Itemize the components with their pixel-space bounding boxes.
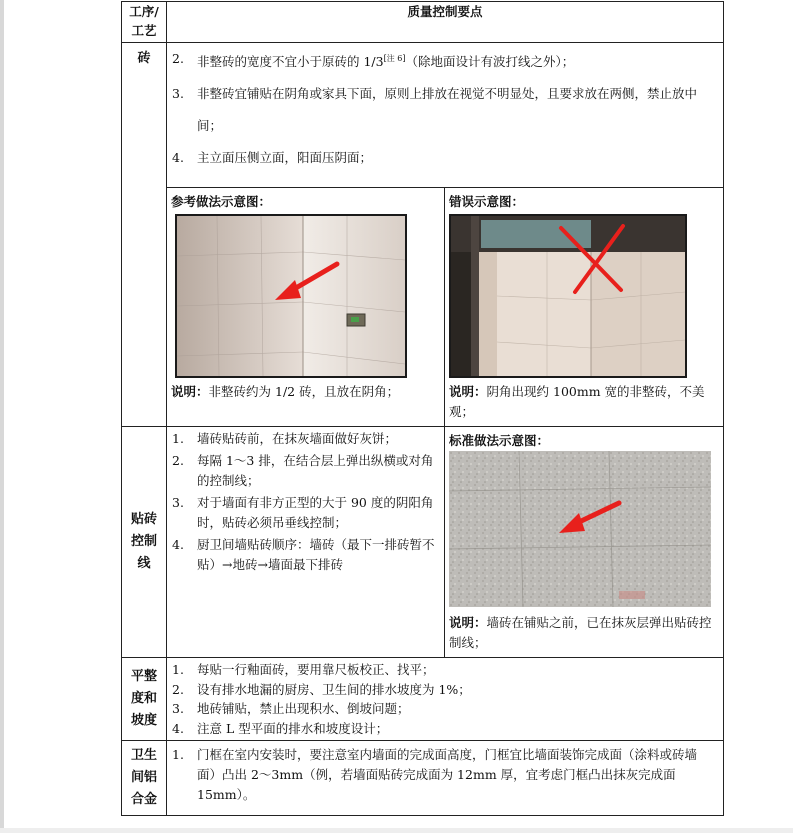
label-line: 平整: [130, 669, 157, 684]
tile-points-cell: [167, 43, 724, 188]
table-row-flatness: [122, 658, 724, 741]
tile-points-list: [167, 43, 723, 174]
wrong-title: 错误示意图：: [449, 194, 525, 209]
process-label-tile-text: 砖: [137, 51, 151, 66]
process-label-flatness: [122, 658, 167, 741]
item-number: 1.: [172, 431, 184, 446]
table-row-control-line: [122, 427, 724, 658]
item-text: 每隔 1～3 排，在结合层上弹出纵横或对角的控制线；: [197, 453, 434, 488]
item-number: 4.: [172, 150, 184, 166]
item-text-tail: （除地面设计有波打线之外）；: [405, 54, 575, 70]
item-number: 4.: [172, 720, 184, 736]
header-process: [122, 2, 167, 43]
header-process-line1: 工序/: [129, 4, 159, 19]
item-number: 3.: [172, 701, 184, 716]
list-item: [167, 719, 723, 739]
list-item: [167, 660, 723, 680]
note-label: 说明：: [171, 384, 209, 399]
table-row-tile-images: [122, 188, 724, 427]
standard-example-cell: [445, 427, 724, 658]
label-line: 线: [137, 556, 151, 571]
item-number: 3.: [172, 86, 184, 102]
table-header-row: [122, 2, 724, 43]
process-label-tile: [122, 43, 167, 427]
header-points: 质量控制要点: [167, 2, 724, 43]
label-line: 卫生: [130, 748, 157, 763]
list-item: [167, 535, 438, 575]
label-line: 度和: [130, 691, 157, 706]
item-text: 厨卫间墙贴砖顺序：墙砖（最下一排砖暂不贴）→地砖→墙面最下排砖: [197, 537, 435, 572]
label-line: 间铝: [130, 770, 157, 785]
reference-photo: [175, 214, 407, 378]
aluminum-list: [167, 741, 723, 805]
item-text: 门框在室内安装时，要注意室内墙面的完成面高度，门框宜比墙面装饰完成面（涂料或砖墙面）凸出 2～3mm（例，若墙面贴砖完成面为 12mm 厚，宜考虑门框凸出抹灰完成面 15mm）。: [197, 747, 698, 802]
process-label-aluminum: [122, 741, 167, 816]
item-text: 注意 L 型平面的排水和坡度设计；: [197, 720, 389, 736]
wrong-example-cell: [445, 188, 724, 427]
item-number: 4.: [172, 537, 184, 552]
flatness-points-cell: [167, 658, 724, 741]
flatness-list: [167, 658, 723, 738]
label-line: 坡度: [130, 713, 157, 728]
item-text: 墙砖贴砖前，在抹灰墙面做好灰饼；: [197, 431, 398, 446]
reference-note: [171, 382, 440, 402]
reference-title: 参考做法示意图：: [171, 194, 272, 209]
header-process-line2: 工艺: [131, 23, 157, 38]
label-line: 控制: [130, 534, 157, 549]
note-text: 墙砖在铺贴之前，已在抹灰层弹出贴砖控制线；: [449, 615, 712, 650]
list-item: [167, 429, 438, 449]
list-item: [167, 451, 438, 491]
note-label: 说明：: [449, 615, 487, 630]
standard-photo-image: [449, 451, 711, 607]
note-label: 说明：: [449, 384, 487, 399]
control-line-points-cell: [167, 427, 445, 658]
item-text: 地砖铺贴，禁止出现积水、倒坡问题；: [197, 701, 410, 716]
table-row-aluminum: [122, 741, 724, 816]
list-item: [167, 699, 723, 719]
table-row-tile: [122, 43, 724, 188]
list-item: [167, 745, 715, 805]
list-item: [167, 78, 723, 142]
item-text: 每贴一行釉面砖，要用靠尺板校正、找平；: [197, 662, 435, 677]
list-item: [167, 142, 723, 174]
wrong-note: [449, 382, 719, 422]
item-text: 对于墙面有非方正型的大于 90 度的阴阳角时，贴砖必须吊垂线控制；: [197, 495, 434, 530]
item-number: 2.: [172, 51, 184, 66]
list-item: [167, 680, 723, 700]
wrong-photo: [449, 214, 687, 378]
item-number: 1.: [172, 747, 184, 762]
page-edge: [0, 0, 4, 833]
control-line-list: [167, 427, 444, 575]
standard-photo: [449, 451, 711, 607]
note-text: 非整砖约为 1/2 砖，且放在阴角；: [208, 384, 400, 399]
aluminum-points-cell: [167, 741, 724, 816]
item-number: 2.: [172, 453, 184, 468]
list-item: [167, 43, 723, 78]
process-label-control-line: [122, 427, 167, 658]
reference-example-cell: [167, 188, 445, 427]
reference-photo-image: [177, 216, 405, 376]
wrong-photo-image: [451, 216, 685, 376]
item-number: 3.: [172, 495, 184, 510]
item-text: 主立面压侧立面，阳面压阴面；: [197, 150, 373, 166]
item-text: 非整砖的宽度不宜小于原砖的 1/3: [197, 54, 384, 70]
label-line: 贴砖: [130, 512, 157, 527]
item-text: 非整砖宜铺贴在阴角或家具下面，原则上排放在视觉不明显处，且要求放在两侧，禁止放中间；: [197, 86, 698, 134]
footnote-ref: [注 6]: [383, 54, 406, 63]
item-number: 1.: [172, 662, 184, 677]
note-text: 阴角出现约 100mm 宽的非整砖，不美观；: [449, 384, 705, 419]
standard-note: [449, 613, 719, 653]
item-number: 2.: [172, 681, 184, 697]
item-text: 设有排水地漏的厨房、卫生间的排水坡度为 1%；: [197, 681, 471, 697]
label-line: 合金: [130, 792, 157, 807]
standard-title: 标准做法示意图：: [449, 433, 550, 448]
page-edge-bottom: [0, 828, 793, 833]
list-item: [167, 493, 438, 533]
quality-control-table: [121, 1, 724, 816]
